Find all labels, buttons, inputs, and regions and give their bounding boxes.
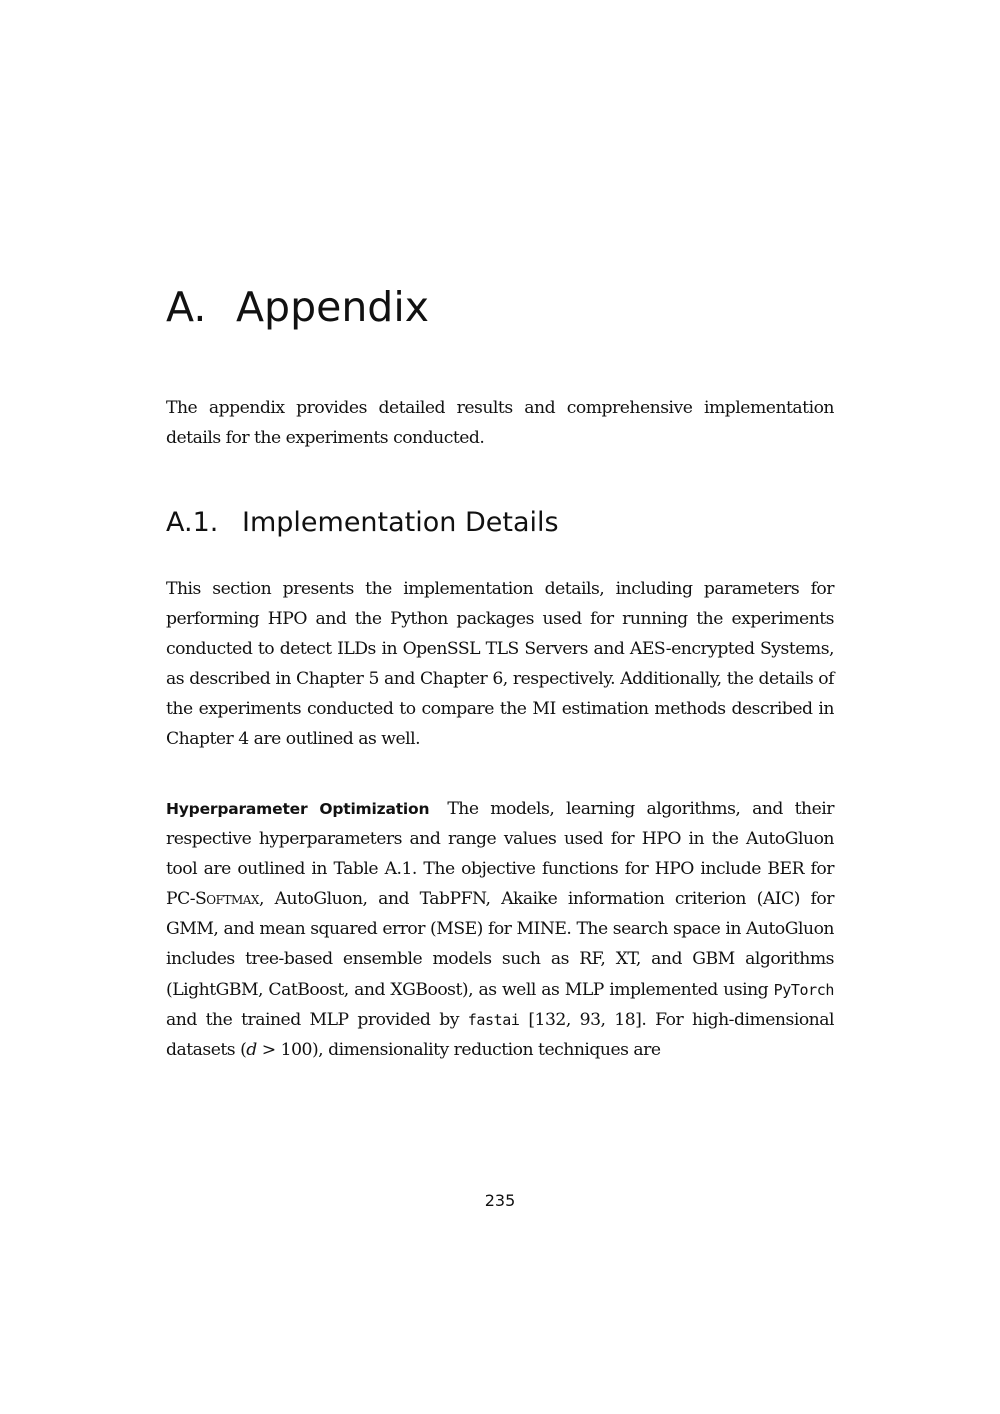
hpo-small-caps: Softmax — [195, 889, 259, 910]
chapter-title: Appendix — [236, 283, 429, 331]
hpo-text-4: [132, 93, 18]. For high-dimensional datasets ( — [166, 1009, 834, 1060]
section-heading — [166, 503, 559, 543]
hpo-text-5: ), dimensionality reduction techniques are — [311, 1039, 661, 1060]
implementation-details-paragraph: This section presents the implementation details, including parameters for performing HPO and the Python packages used for running the experiments conducted to detect ILDs in OpenSSL TLS Servers and AES-encrypted Systems, as described in Chapter 5 and Chapter 6, respectively. Additionally, the details of the experiments conducted to compare the MI estimation methods described in Chapter 4 are outlined as well. — [166, 579, 834, 750]
chapter-heading — [166, 280, 429, 334]
intro-paragraph: The appendix provides detailed results and comprehensive implementation details for the experiments conducted. — [166, 398, 834, 449]
hpo-text-2: , AutoGluon, and TabPFN, Akaike information criterion (AIC) for GMM, and mean squared error (MSE) for MINE. The search space in AutoGluon includes tree-based ensemble models such as RF, XT, and GBM algorithms (LightGBM, CatBoost, and XGBoost), as well as MLP implemented using — [166, 889, 834, 1000]
math-variable-d: d — [246, 1039, 257, 1060]
chapter-number: A. — [166, 283, 207, 331]
math-inequality: > 100 — [256, 1039, 312, 1060]
hpo-paragraph — [166, 794, 834, 1065]
code-fastai: fastai — [467, 1010, 520, 1029]
hpo-run-in-heading: Hyperparameter Optimization — [166, 800, 430, 818]
hpo-text-1: The models, learning algorithms, and their respective hyperparameters and range values used for HPO in the AutoGluon tool are outlined in Table A.1. The objective functions for HPO include BER for PC- — [166, 799, 834, 910]
hpo-text-3: and the trained MLP provided by — [166, 1009, 468, 1030]
code-pytorch: PyTorch — [773, 980, 834, 999]
page-number: 235 — [484, 1191, 516, 1210]
section-number: A.1. — [166, 507, 219, 538]
section-title: Implementation Details — [242, 507, 559, 538]
